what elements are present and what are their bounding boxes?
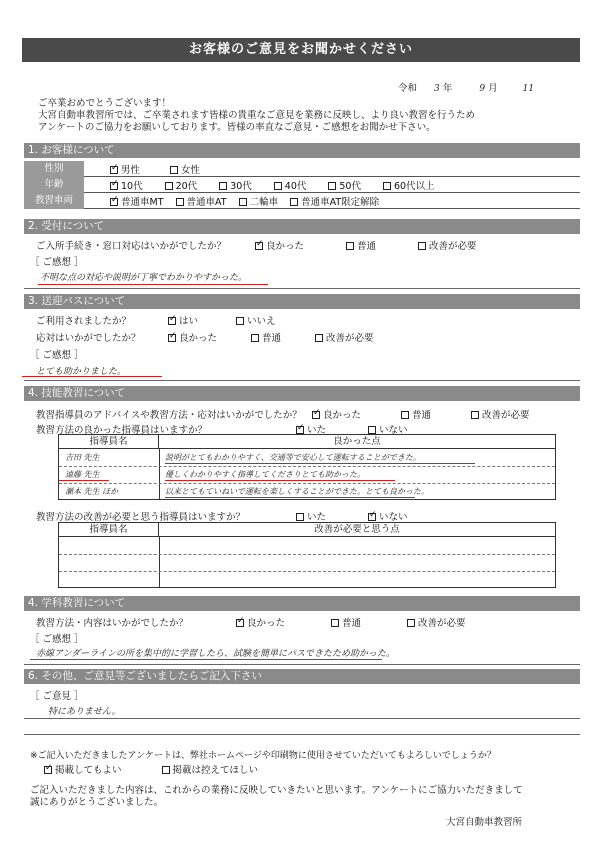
customer-info-row [24,161,580,177]
checkbox-icon[interactable] [251,334,259,342]
bus-service-options [168,330,408,344]
customer-info-option[interactable] [239,194,279,208]
improve-table-header-name: 指導員名 [59,523,159,537]
page-title-text: お客様のご意見をお聞かせください [188,42,413,57]
checked-checkbox-icon[interactable] [368,513,376,521]
bus-use-options [168,313,314,327]
date-line [398,80,534,94]
checked-checkbox-icon[interactable] [110,182,118,190]
checkbox-icon[interactable] [219,182,227,190]
good-row-1-underline [165,463,475,464]
checked-checkbox-icon[interactable] [255,242,263,250]
good-row-1-name: 吉田 先生 [65,453,100,462]
customer-info-row-label: 性別 [24,161,84,177]
good-row-2-underline [165,480,395,481]
checked-checkbox-icon[interactable] [110,166,118,174]
option-label: 良かった [179,333,218,344]
option-label: 二輪車 [249,196,279,208]
option[interactable] [315,333,374,344]
customer-info-option[interactable] [165,178,198,192]
skill-advice-question: 教習指導員のアドバイスや教習方法・応対はいかがでしたか？ [36,410,302,421]
good-row-1-point: 説明がとてもわかりやすく、交通等で安心して運転することができた。 [165,453,421,462]
reception-underline [38,284,268,285]
skill-good-instructor-question: 教習方法の良かった指導員はいますか？ [36,425,208,436]
classroom-underline [30,659,382,660]
option-label: 掲載は控えてほしい [172,765,259,776]
intro-text [38,98,475,134]
improve-table-row-line-1 [59,554,555,555]
checkbox-icon[interactable] [331,619,339,627]
option-label: 改善が必要 [418,618,466,629]
classroom-rule [24,664,580,665]
checkbox-icon[interactable] [176,198,184,206]
customer-info-option[interactable] [274,178,307,192]
option-label: 普通車AT限定解除 [301,196,380,208]
good-table-divider [159,449,160,499]
option-label: 20代 [175,180,198,192]
option[interactable] [162,765,259,776]
section-5-title: 4. 学科教習について [28,597,126,609]
customer-info-option[interactable] [110,194,164,208]
option-label: 掲載してもよい [55,765,122,776]
bus-rule [24,380,580,381]
bus-service-question: 応対はいかがでしたか？ [36,333,141,344]
checkbox-icon[interactable] [162,766,170,774]
customer-info-rows [24,161,580,209]
option[interactable] [418,241,477,252]
customer-info-row-label: 教習車両 [24,193,84,209]
reception-impression-label: ［ ご感想 ］ [30,257,84,268]
option-label: 60代以上 [393,180,435,192]
classroom-impression-label: ［ ご感想 ］ [30,634,84,645]
option-label: いいえ [247,316,276,327]
skill-improve-instructor-options [296,509,450,523]
good-row-2-name-underline [59,480,109,481]
improve-table-divider [159,537,160,587]
good-row-3-underline [165,497,415,498]
option[interactable] [255,241,304,252]
option-label: 普通 [262,333,282,344]
option[interactable] [407,618,466,629]
option-label: 40代 [284,180,307,192]
option[interactable] [168,316,198,327]
option-label: いない [379,425,408,436]
date-year-unit: 年 [442,83,453,94]
other-answer: 特にありません。 [48,707,121,717]
customer-info-option[interactable] [383,178,435,192]
good-table-row-line-2 [59,483,555,484]
option[interactable] [401,410,431,421]
option[interactable] [236,316,276,327]
checkbox-icon[interactable] [236,317,244,325]
option-label: はい [179,316,199,327]
customer-info-table [24,161,580,209]
option[interactable] [44,765,122,776]
checkbox-icon[interactable] [170,166,178,174]
section-4-header [24,386,580,401]
option-label: 改善が必要 [429,241,477,252]
intro-line-3: アンケートのご協力をお願いしております。皆様の率直なご意見・ご感想をお聞かせ下さい。 [38,122,436,133]
date-year: 3 [434,84,440,94]
option-label: 良かった [323,410,362,421]
date-era: 令和 [398,83,418,94]
customer-info-option[interactable] [328,178,361,192]
option-label: 普通車MT [121,196,164,208]
option[interactable] [251,333,281,344]
option[interactable] [236,618,285,629]
checkbox-icon[interactable] [239,198,247,206]
checkbox-icon[interactable] [368,426,376,434]
checked-checkbox-icon[interactable] [236,619,244,627]
other-rule-2 [24,734,580,735]
good-row-3-point: 以来とてもていねいで運転を楽しくすることができた。とても良かった。 [165,487,429,496]
page-title [22,38,580,62]
option-label: 良かった [266,241,305,252]
option-label: 10代 [121,180,143,192]
option-label: いない [379,512,408,523]
reception-answer: 不明な点の対応や説明が丁寧でわかりやすかった。 [40,273,248,283]
section-2-header [24,219,580,234]
option-label: いた [307,425,327,436]
checkbox-icon[interactable] [328,182,336,190]
good-row-3-name: 瀬本 先生 ほか [65,487,119,496]
checkbox-icon[interactable] [383,182,391,190]
good-row-2-name: 遠藤 先生 [65,470,100,479]
good-table-row-line-1 [59,466,555,467]
checked-checkbox-icon[interactable] [44,766,52,774]
organization-name: 大宮自動車教習所 [446,817,523,828]
customer-info-option[interactable] [290,194,379,208]
section-6-title: 6. その他、ご意見等ございましたらご記入下さい [28,670,262,682]
option-label: 改善が必要 [326,333,374,344]
option-label: 普通 [357,241,377,252]
customer-info-option[interactable] [219,178,252,192]
good-table-header-point: 良かった点 [159,435,555,449]
bus-use-question: ご利用されましたか？ [36,316,132,327]
option[interactable] [471,410,530,421]
customer-info-option[interactable] [176,194,227,208]
reception-options [255,238,519,252]
section-1-header [24,143,580,158]
date-month-unit: 月 [488,83,498,94]
option-label: 30代 [230,180,252,192]
thanks-text [30,785,523,809]
classroom-question: 教習方法・内容はいかがでしたか？ [36,618,189,629]
intro-line-1: ご卒業おめでとうございます！ [38,98,172,109]
checked-checkbox-icon[interactable] [168,334,176,342]
checkbox-icon[interactable] [407,619,415,627]
checkbox-icon[interactable] [418,242,426,250]
option-label: 女性 [181,164,201,176]
checkbox-icon[interactable] [165,182,173,190]
section-1-title: 1. お客様について [28,144,115,156]
customer-info-option[interactable] [110,178,143,192]
section-2-title: 2. 受付について [28,220,105,232]
thanks-line-1: ご記入いただきました内容は、これからの業務に反映していきたいと思います。アンケートにご協力いただきまして [30,785,523,796]
checked-checkbox-icon[interactable] [312,411,320,419]
improve-instructor-table [58,522,556,588]
bus-underline [22,376,162,377]
section-3-header [24,294,580,309]
customer-info-row [24,193,580,209]
good-row-2-point: 優しくわかりやすく指導してくださりとても助かった。 [165,470,365,479]
checked-checkbox-icon[interactable] [296,426,304,434]
option[interactable] [312,410,361,421]
classroom-answer: 赤線アンダーラインの所を集中的に学習したら、試験を簡単にパスできたため助かった。 [36,649,396,659]
improve-table-header-point: 改善が必要と思う点 [159,523,555,537]
classroom-options [236,615,512,629]
good-instructor-table [58,434,556,500]
checkbox-icon[interactable] [471,411,479,419]
bus-answer: とても助かりました。 [36,367,127,377]
checkbox-icon[interactable] [401,411,409,419]
reception-question: ご入所手続き・窓口対応はいかがでしたか？ [36,241,227,252]
customer-info-option[interactable] [170,162,200,176]
checkbox-icon[interactable] [315,334,323,342]
other-label: ［ ご意見 ］ [30,691,84,702]
option[interactable] [346,241,376,252]
publish-options [44,762,298,776]
section-5-header [24,596,580,611]
improve-table-row-line-2 [59,571,555,572]
option-label: 改善が必要 [482,410,530,421]
skill-improve-instructor-question: 教習方法の改善が必要と思う指導員はいますか？ [36,512,246,523]
checkbox-icon[interactable] [346,242,354,250]
date-month: 9 [479,84,486,94]
section-6-header [24,669,580,684]
good-table-header-name: 指導員名 [59,435,159,449]
option-label: 50代 [339,180,361,192]
other-rule-1 [24,718,580,719]
option[interactable] [168,333,217,344]
reception-rule [24,288,580,289]
option-label: 良かった [247,618,286,629]
bus-impression-label: ［ ご感想 ］ [30,350,84,361]
option-label: 普通車AT [186,196,227,208]
date-day: 11 [522,84,535,94]
option-label: 普通 [342,618,362,629]
option-label: 男性 [121,164,141,176]
intro-line-2: 大宮自動車教習所では、ご卒業されます皆様の貴重なご意見を業務に反映し、より良い教習を行うため [38,110,476,121]
option-label: 普通 [412,410,432,421]
option[interactable] [331,618,361,629]
checked-checkbox-icon[interactable] [110,198,118,206]
option-label: いた [307,512,327,523]
customer-info-row [24,177,580,193]
checkbox-icon[interactable] [296,513,304,521]
thanks-line-2: 誠にありがとうございました。 [30,797,164,808]
section-4-title: 4. 技能教習について [28,387,126,399]
checkbox-icon[interactable] [290,198,298,206]
checkbox-icon[interactable] [274,182,282,190]
checked-checkbox-icon[interactable] [168,317,176,325]
customer-info-option[interactable] [110,162,140,176]
customer-info-row-label: 年齢 [24,177,84,193]
skill-advice-options [312,407,570,421]
section-3-title: 3. 送迎バスについて [28,295,126,307]
publish-question: ※ご記入いただきましたアンケートは、弊社ホームページや印刷物に使用させていただいてもよろしいでしょうか？ [30,751,496,761]
